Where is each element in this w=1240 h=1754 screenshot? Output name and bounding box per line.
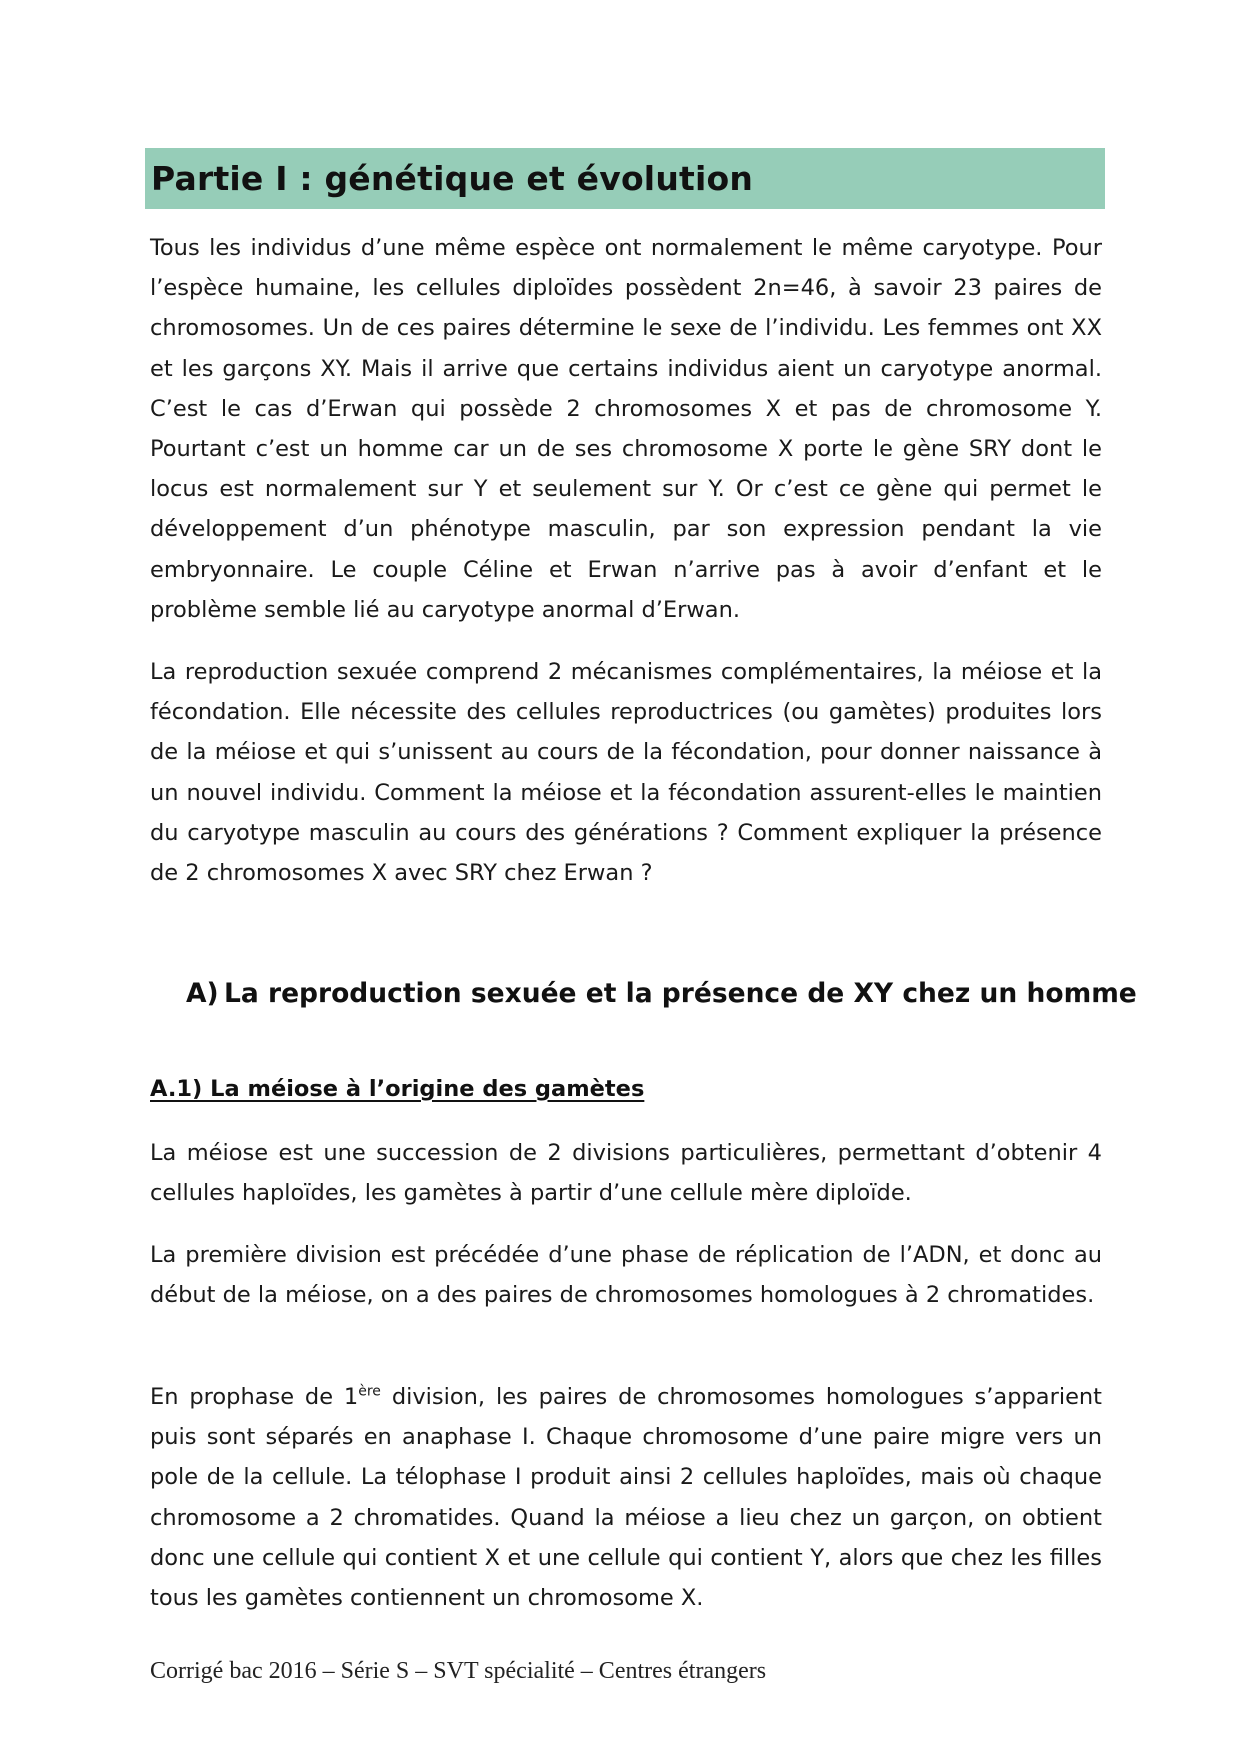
intro-paragraph-1: Tous les individus d’une même espèce ont normalement le même caryotype. Pour l’espèce humaine, les cellules diploïdes possèdent 2n=46, à savoir 23 paires de chromosomes. Un de ces paires détermine le sexe de l’individu. Les femmes ont XX et les garçons XY. Mais il arrive que certains individus aient un caryotype anormal. C’est le cas d’Erwan qui possède 2 chromosomes X et pas de chromosome Y. Pourtant c’est un homme car un de ses chromosome X porte le gène SRY dont le locus est normalement sur Y et seulement sur Y. Or c’est ce gène qui permet le développement d’un phénotype masculin, par son expression pendant la vie embryonnaire. Le couple Céline et Erwan n’arrive pas à avoir d’enfant et le problème semble lié au caryotype anormal d’Erwan.	[150, 235, 1102, 623]
section-a-number: A)	[186, 978, 219, 1009]
a1-paragraph-2: La première division est précédée d’une phase de réplication de l’ADN, et donc au début de la méiose, on a des paires de chromosomes homologues à 2 chromatides.	[150, 1242, 1102, 1309]
a1-paragraph-3-start: En prophase de 1	[150, 1384, 359, 1410]
section-a-title: La reproduction sexuée et la présence de XY chez un homme	[224, 978, 1137, 1009]
subsection-a1-heading: A.1) La méiose à l’origine des gamètes	[150, 1076, 645, 1102]
page-footer: Corrigé bac 2016 – Série S – SVT spécialité – Centres étrangers	[150, 1658, 767, 1684]
a1-paragraph-3	[150, 1377, 1102, 1618]
part-title: Partie I : génétique et évolution	[151, 159, 754, 198]
part-title-banner	[145, 148, 1105, 209]
ordinal-superscript: ère	[358, 1383, 381, 1400]
intro-paragraph-2: La reproduction sexuée comprend 2 mécanismes complémentaires, la méiose et la fécondation. Elle nécessite des cellules reproductrices (ou gamètes) produites lors de la méiose et qui s’unissent au cours de la fécondation, pour donner naissance à un nouvel individu. Comment la méiose et la fécondation assurent-elles le maintien du caryotype masculin au cours des générations ? Comment expliquer la présence de 2 chromosomes X avec SRY chez Erwan ?	[150, 659, 1102, 887]
a1-paragraph-3-rest: division, les paires de chromosomes homologues s’apparient puis sont séparés en anaphase I. Chaque chromosome d’une paire migre vers un pole de la cellule. La télophase I produit ainsi 2 cellules haploïdes, mais où chaque chromosome a 2 chromatides. Quand la méiose a lieu chez un garçon, on obtient donc une cellule qui contient X et une cellule qui contient Y, alors que chez les filles tous les gamètes contiennent un chromosome X.	[150, 1384, 1102, 1612]
section-a-heading	[186, 978, 1137, 1010]
a1-paragraph-1: La méiose est une succession de 2 divisions particulières, permettant d’obtenir 4 cellules haploïdes, les gamètes à partir d’une cellule mère diploïde.	[150, 1140, 1102, 1207]
